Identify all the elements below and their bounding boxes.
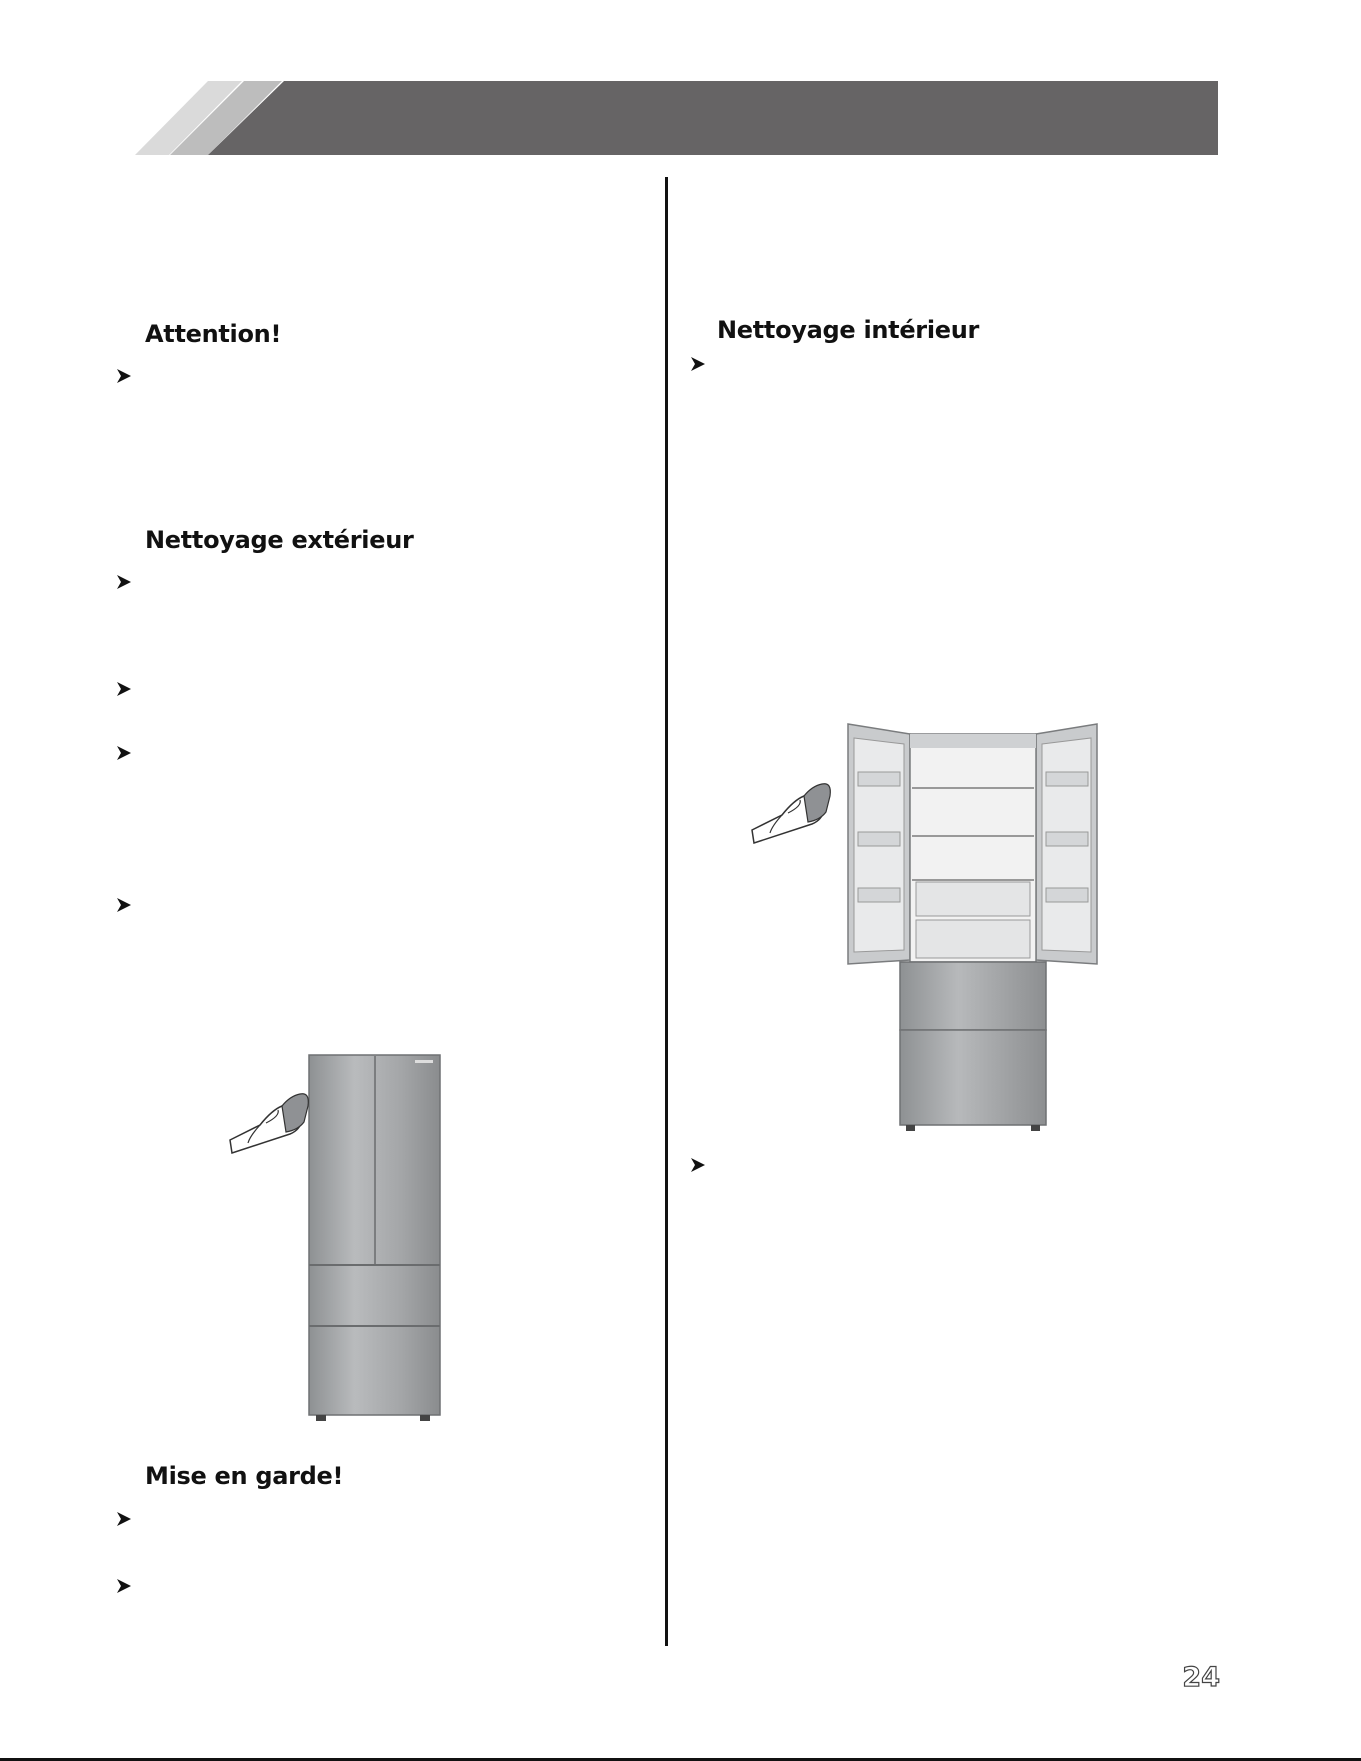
exterior-cleaning-heading: Nettoyage extérieur (145, 526, 414, 554)
bullet-icon (690, 356, 706, 372)
bullet-icon (116, 745, 132, 761)
bullet-icon (116, 368, 132, 384)
hand-wiping-icon (230, 1094, 308, 1153)
interior-cleaning-heading: Nettoyage intérieur (717, 316, 980, 344)
bullet-icon (116, 897, 132, 913)
column-divider (665, 177, 668, 1646)
attention-heading: Attention! (145, 320, 282, 348)
bullet-icon (116, 1578, 132, 1594)
bullet-icon (116, 1511, 132, 1527)
page-number: 24 (1182, 1662, 1220, 1693)
bullet-icon (116, 574, 132, 590)
banner-dark-band (208, 81, 1218, 155)
header-banner (0, 0, 1361, 170)
open-fridge-illustration (750, 720, 1110, 1135)
warning-heading: Mise en garde! (145, 1462, 344, 1490)
hand-wiping-icon (752, 784, 830, 843)
closed-fridge-illustration (220, 1050, 450, 1425)
bullet-icon (690, 1157, 706, 1173)
bullet-icon (116, 681, 132, 697)
